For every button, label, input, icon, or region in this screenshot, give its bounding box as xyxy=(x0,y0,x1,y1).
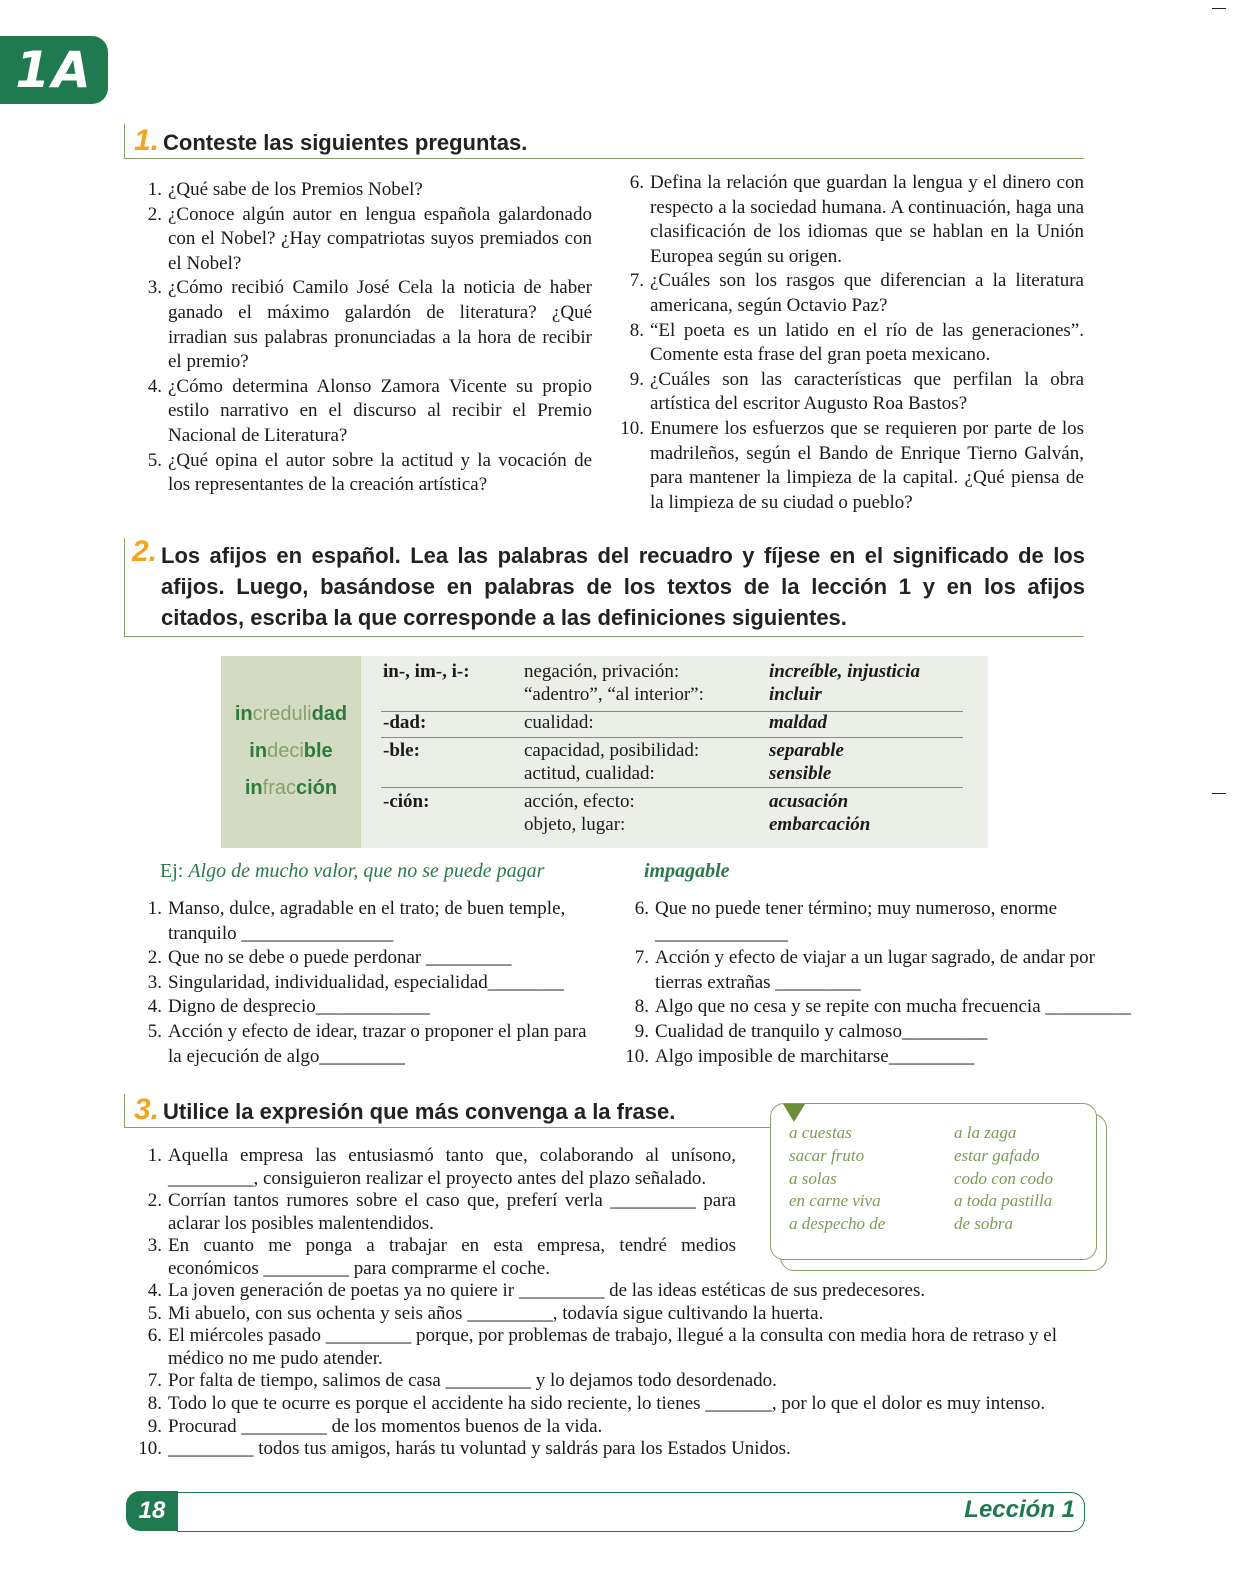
sentence-item xyxy=(130,1370,1090,1393)
sentence-item xyxy=(130,1325,1090,1370)
item-number: 5. xyxy=(147,1020,162,1042)
unit-tab: 1A xyxy=(0,36,108,104)
affix-side-panel xyxy=(221,656,361,848)
word-part: in xyxy=(234,703,253,725)
affix-example: embarcación xyxy=(769,814,871,835)
definition-item xyxy=(130,946,600,971)
affix-example: incluir xyxy=(769,684,822,705)
item-text: Enumere los esfuerzos que se requieren por parte de los madrileños, según el Bando de Enrique Tierno Galván, para mantener la limpieza de la capital. ¿Qué piensa de la limpieza de su ciudad o pueblo? xyxy=(650,417,1084,513)
section2-left-rule xyxy=(124,538,125,636)
definition-item xyxy=(617,1020,1145,1045)
section2-title: Los afijos en español. Lea las palabras del recuadro y fíjese en el significado de los afijos. Luego, basándose en palabras de los textos de la lección 1 y en los afijos citados, escriba la que corresponde a las definiciones siguientes. xyxy=(161,543,1085,630)
example-answer: impagable xyxy=(644,860,730,882)
affix-box xyxy=(221,656,988,848)
section3-rule xyxy=(124,1127,770,1128)
example-text: Algo de mucho valor, que no se puede pagar xyxy=(188,860,545,882)
question-item xyxy=(130,449,592,498)
definition-item xyxy=(130,897,600,946)
phrase-option: a la zaga xyxy=(954,1123,1017,1142)
definition-item xyxy=(617,1045,1145,1070)
item-text: La joven generación de poetas ya no quiere ir _________ de las ideas estéticas de sus predecesores. xyxy=(168,1280,926,1301)
item-text: ¿Cómo determina Alonso Zamora Vicente su propio estilo narrativo en el discurso al recibir el Premio Nacional de Literatura? xyxy=(168,375,592,446)
item-text: El miércoles pasado _________ porque, por problemas de trabajo, llegué a la consulta con media hora de retraso y el médico no me pudo atender. xyxy=(168,1325,1058,1369)
phrase-option: codo con codo xyxy=(954,1168,1054,1188)
definition-item xyxy=(617,897,1145,946)
definition-item xyxy=(130,995,600,1020)
affix-meaning: acción, efecto: xyxy=(524,791,635,812)
item-number: 6. xyxy=(629,172,644,193)
word-part: frac xyxy=(262,777,296,799)
item-text: Que no se debe o puede perdonar _________ xyxy=(168,947,512,969)
item-text: Digno de desprecio____________ xyxy=(168,996,430,1018)
item-number: 4. xyxy=(147,996,162,1018)
phrase-list-right xyxy=(954,1122,1053,1236)
affix-meaning: capacidad, posibilidad: xyxy=(524,740,700,761)
item-text: Singularidad, individualidad, especialidad________ xyxy=(168,971,564,993)
footer-bar xyxy=(177,1492,1085,1532)
section3-header xyxy=(134,1093,675,1127)
item-text: Por falta de tiempo, salimos de casa _________ y lo dejamos todo desordenado. xyxy=(168,1370,777,1392)
item-number: 4. xyxy=(147,1280,162,1301)
example-words xyxy=(221,696,361,807)
item-text: Acción y efecto de idear, trazar o proponer el plan para la ejecución de algo_________ xyxy=(168,1020,587,1067)
affix-divider-2 xyxy=(381,737,963,738)
word-part: creduli xyxy=(252,703,312,725)
item-number: 3. xyxy=(147,971,162,993)
item-number: 7. xyxy=(634,947,649,969)
item-text: Todo lo que te ocurre es porque el accidente ha sido reciente, lo tienes _______, por lo que el dolor es muy intenso. xyxy=(168,1392,1046,1414)
phrase-option: estar gafado xyxy=(954,1145,1040,1165)
item-number: 9. xyxy=(629,368,644,390)
item-number: 4. xyxy=(147,375,162,397)
item-number: 7. xyxy=(629,270,644,292)
example-label: Ej: xyxy=(160,860,184,882)
item-number: 1. xyxy=(147,1145,162,1166)
section1-number: 1. xyxy=(134,124,160,157)
section1-rule xyxy=(124,158,1084,159)
example-word xyxy=(221,696,361,733)
question-item xyxy=(612,171,1084,269)
sentence-item xyxy=(130,1280,1090,1303)
affix-label: -dad: xyxy=(383,712,427,733)
section2-right-items xyxy=(617,897,1145,1069)
section2-number: 2. xyxy=(132,535,158,568)
example-line xyxy=(160,860,544,883)
item-number: 1. xyxy=(147,179,162,200)
item-text: Algo imposible de marchitarse_________ xyxy=(655,1045,975,1067)
definition-item xyxy=(130,971,600,996)
affix-example: separable xyxy=(769,740,844,761)
item-number: 10. xyxy=(620,417,644,439)
item-number: 5. xyxy=(147,1302,162,1324)
item-number: 9. xyxy=(147,1415,162,1437)
affix-label: -ción: xyxy=(383,791,430,812)
item-number: 6. xyxy=(634,898,649,919)
question-item xyxy=(612,269,1084,318)
word-part: dad xyxy=(311,703,348,725)
item-number: 9. xyxy=(634,1020,649,1042)
question-item xyxy=(130,203,592,277)
section3-left-rule xyxy=(124,1094,125,1128)
item-number: 2. xyxy=(147,203,162,225)
affix-meaning: “adentro”, “al interior”: xyxy=(524,684,704,705)
question-item xyxy=(612,319,1084,368)
item-number: 3. xyxy=(147,277,162,299)
item-text: _________ todos tus amigos, harás tu voluntad y saldrás para los Estados Unidos. xyxy=(168,1438,791,1460)
item-text: Algo que no cesa y se repite con mucha frecuencia _________ xyxy=(655,996,1131,1018)
affix-divider-3 xyxy=(381,787,963,788)
sentence-item xyxy=(130,1145,736,1190)
item-text: Cualidad de tranquilo y calmoso_________ xyxy=(655,1020,988,1042)
item-number: 3. xyxy=(147,1235,162,1257)
affix-divider-1 xyxy=(381,711,963,712)
phrase-option: a toda pastilla xyxy=(954,1191,1053,1211)
word-part: in xyxy=(249,740,268,762)
section3-title: Utilice la expresión que más convenga a la frase. xyxy=(163,1099,676,1124)
section1-title: Conteste las siguientes preguntas. xyxy=(163,130,528,155)
section2-rule xyxy=(124,636,1084,637)
word-part: in xyxy=(244,777,263,799)
item-text: “El poeta es un latido en el río de las generaciones”. Comente esta frase del gran poeta mexicano. xyxy=(650,319,1084,366)
item-text: ¿Conoce algún autor en lengua española galardonado con el Nobel? ¿Hay compatriotas suyos premiados con el Nobel? xyxy=(168,203,592,274)
question-item xyxy=(612,417,1084,515)
item-text: Aquella empresa las entusiasmó tanto que, colaborando al unísono, _________, consiguieron realizar el proyecto antes del plazo señalado. xyxy=(168,1145,736,1189)
sentence-item xyxy=(130,1438,1090,1461)
section1-right-questions xyxy=(612,171,1084,515)
phrase-option: en carne viva xyxy=(789,1191,881,1211)
section1-left-questions xyxy=(130,178,592,498)
item-text: Manso, dulce, agradable en el trato; de buen temple, tranquilo ________________ xyxy=(168,898,566,944)
phrase-option: sacar fruto xyxy=(789,1145,865,1165)
item-text: Que no puede tener término; muy numeroso, enorme ______________ xyxy=(655,898,1058,944)
question-item xyxy=(612,368,1084,417)
phrase-option: a despecho de xyxy=(789,1214,886,1234)
section3-number: 3. xyxy=(134,1093,160,1126)
section1-left-rule xyxy=(124,124,125,158)
item-text: ¿Qué sabe de los Premios Nobel? xyxy=(168,179,423,200)
definition-item xyxy=(130,1020,600,1069)
affix-meaning: cualidad: xyxy=(524,712,594,733)
sentence-item xyxy=(130,1303,1090,1326)
affix-example: maldad xyxy=(769,712,828,733)
question-item xyxy=(130,375,592,449)
page-number: 18 xyxy=(126,1491,178,1531)
affix-label: in-, im-, i-: xyxy=(383,661,470,682)
section1-header xyxy=(134,124,527,158)
sentence-item xyxy=(130,1235,736,1280)
section2-left-items xyxy=(130,897,600,1069)
affix-meaning: negación, privación: xyxy=(524,661,680,682)
item-number: 8. xyxy=(629,319,644,341)
question-item xyxy=(130,178,592,203)
item-number: 8. xyxy=(147,1392,162,1414)
affix-example: increíble, injusticia xyxy=(769,661,920,682)
triangle-marker-icon xyxy=(783,1104,805,1122)
question-item xyxy=(130,276,592,374)
affix-example: acusación xyxy=(769,791,849,812)
item-number: 7. xyxy=(147,1370,162,1392)
item-text: ¿Cuáles son las características que perfilan la obra artística del escritor Augusto Roa Bastos? xyxy=(650,368,1084,415)
item-text: Acción y efecto de viajar a un lugar sagrado, de andar por tierras extrañas _________ xyxy=(655,947,1095,993)
word-part: deci xyxy=(267,740,304,762)
phrase-option: a cuestas xyxy=(789,1123,852,1142)
item-text: Defina la relación que guardan la lengua y el dinero con respecto a la sociedad humana. A continuación, haga una clasificación de los idiomas que se hablan en la Unión Europea según su origen. xyxy=(650,172,1084,267)
definition-item xyxy=(617,946,1145,995)
example-word xyxy=(221,770,361,807)
affix-meaning: objeto, lugar: xyxy=(524,814,626,835)
item-number: 2. xyxy=(147,947,162,969)
affix-example: sensible xyxy=(769,763,832,784)
item-text: Mi abuelo, con sus ochenta y seis años _________, todavía sigue cultivando la huerta. xyxy=(168,1302,824,1324)
crop-mark-middle xyxy=(1212,793,1226,794)
item-text: En cuanto me ponga a trabajar en esta empresa, tendré medios económicos _________ para comprarme el coche. xyxy=(168,1235,736,1279)
item-number: 8. xyxy=(634,996,649,1018)
sentence-item xyxy=(130,1393,1090,1416)
item-text: ¿Cómo recibió Camilo José Cela la noticia de haber ganado el máximo galardón de literatura? ¿Qué irradian sus palabras pronunciadas a la hora de recibir el premio? xyxy=(168,277,592,373)
affix-label: -ble: xyxy=(383,740,420,761)
affix-meaning: actitud, cualidad: xyxy=(524,763,655,784)
crop-mark-top xyxy=(1212,8,1226,9)
item-text: ¿Cuáles son los rasgos que diferencian a la literatura americana, según Octavio Paz? xyxy=(650,270,1084,316)
phrase-box xyxy=(770,1103,1097,1260)
phrase-option: de sobra xyxy=(954,1214,1014,1234)
phrase-list-left xyxy=(789,1122,885,1236)
section3-items-wide xyxy=(130,1280,1090,1461)
item-number: 2. xyxy=(147,1190,162,1212)
item-text: ¿Qué opina el autor sobre la actitud y la vocación de los representantes de la creación artística? xyxy=(168,449,592,496)
section3-items-narrow xyxy=(130,1145,736,1281)
item-number: 5. xyxy=(147,449,162,471)
item-number: 1. xyxy=(147,898,162,919)
definition-item xyxy=(617,995,1145,1020)
word-part: ción xyxy=(296,777,338,799)
word-part: ble xyxy=(303,740,333,762)
item-text: Procurad _________ de los momentos buenos de la vida. xyxy=(168,1415,603,1437)
sentence-item xyxy=(130,1416,1090,1439)
item-text: Corrían tantos rumores sobre el caso que, preferí verla _________ para aclarar los posibles malentendidos. xyxy=(168,1190,736,1234)
sentence-item xyxy=(130,1190,736,1235)
phrase-option: a solas xyxy=(789,1168,837,1188)
item-number: 10. xyxy=(625,1045,649,1067)
example-word xyxy=(221,733,361,770)
item-number: 10. xyxy=(138,1438,162,1460)
lesson-label: Lección 1 xyxy=(964,1496,1075,1523)
item-number: 6. xyxy=(147,1325,162,1347)
